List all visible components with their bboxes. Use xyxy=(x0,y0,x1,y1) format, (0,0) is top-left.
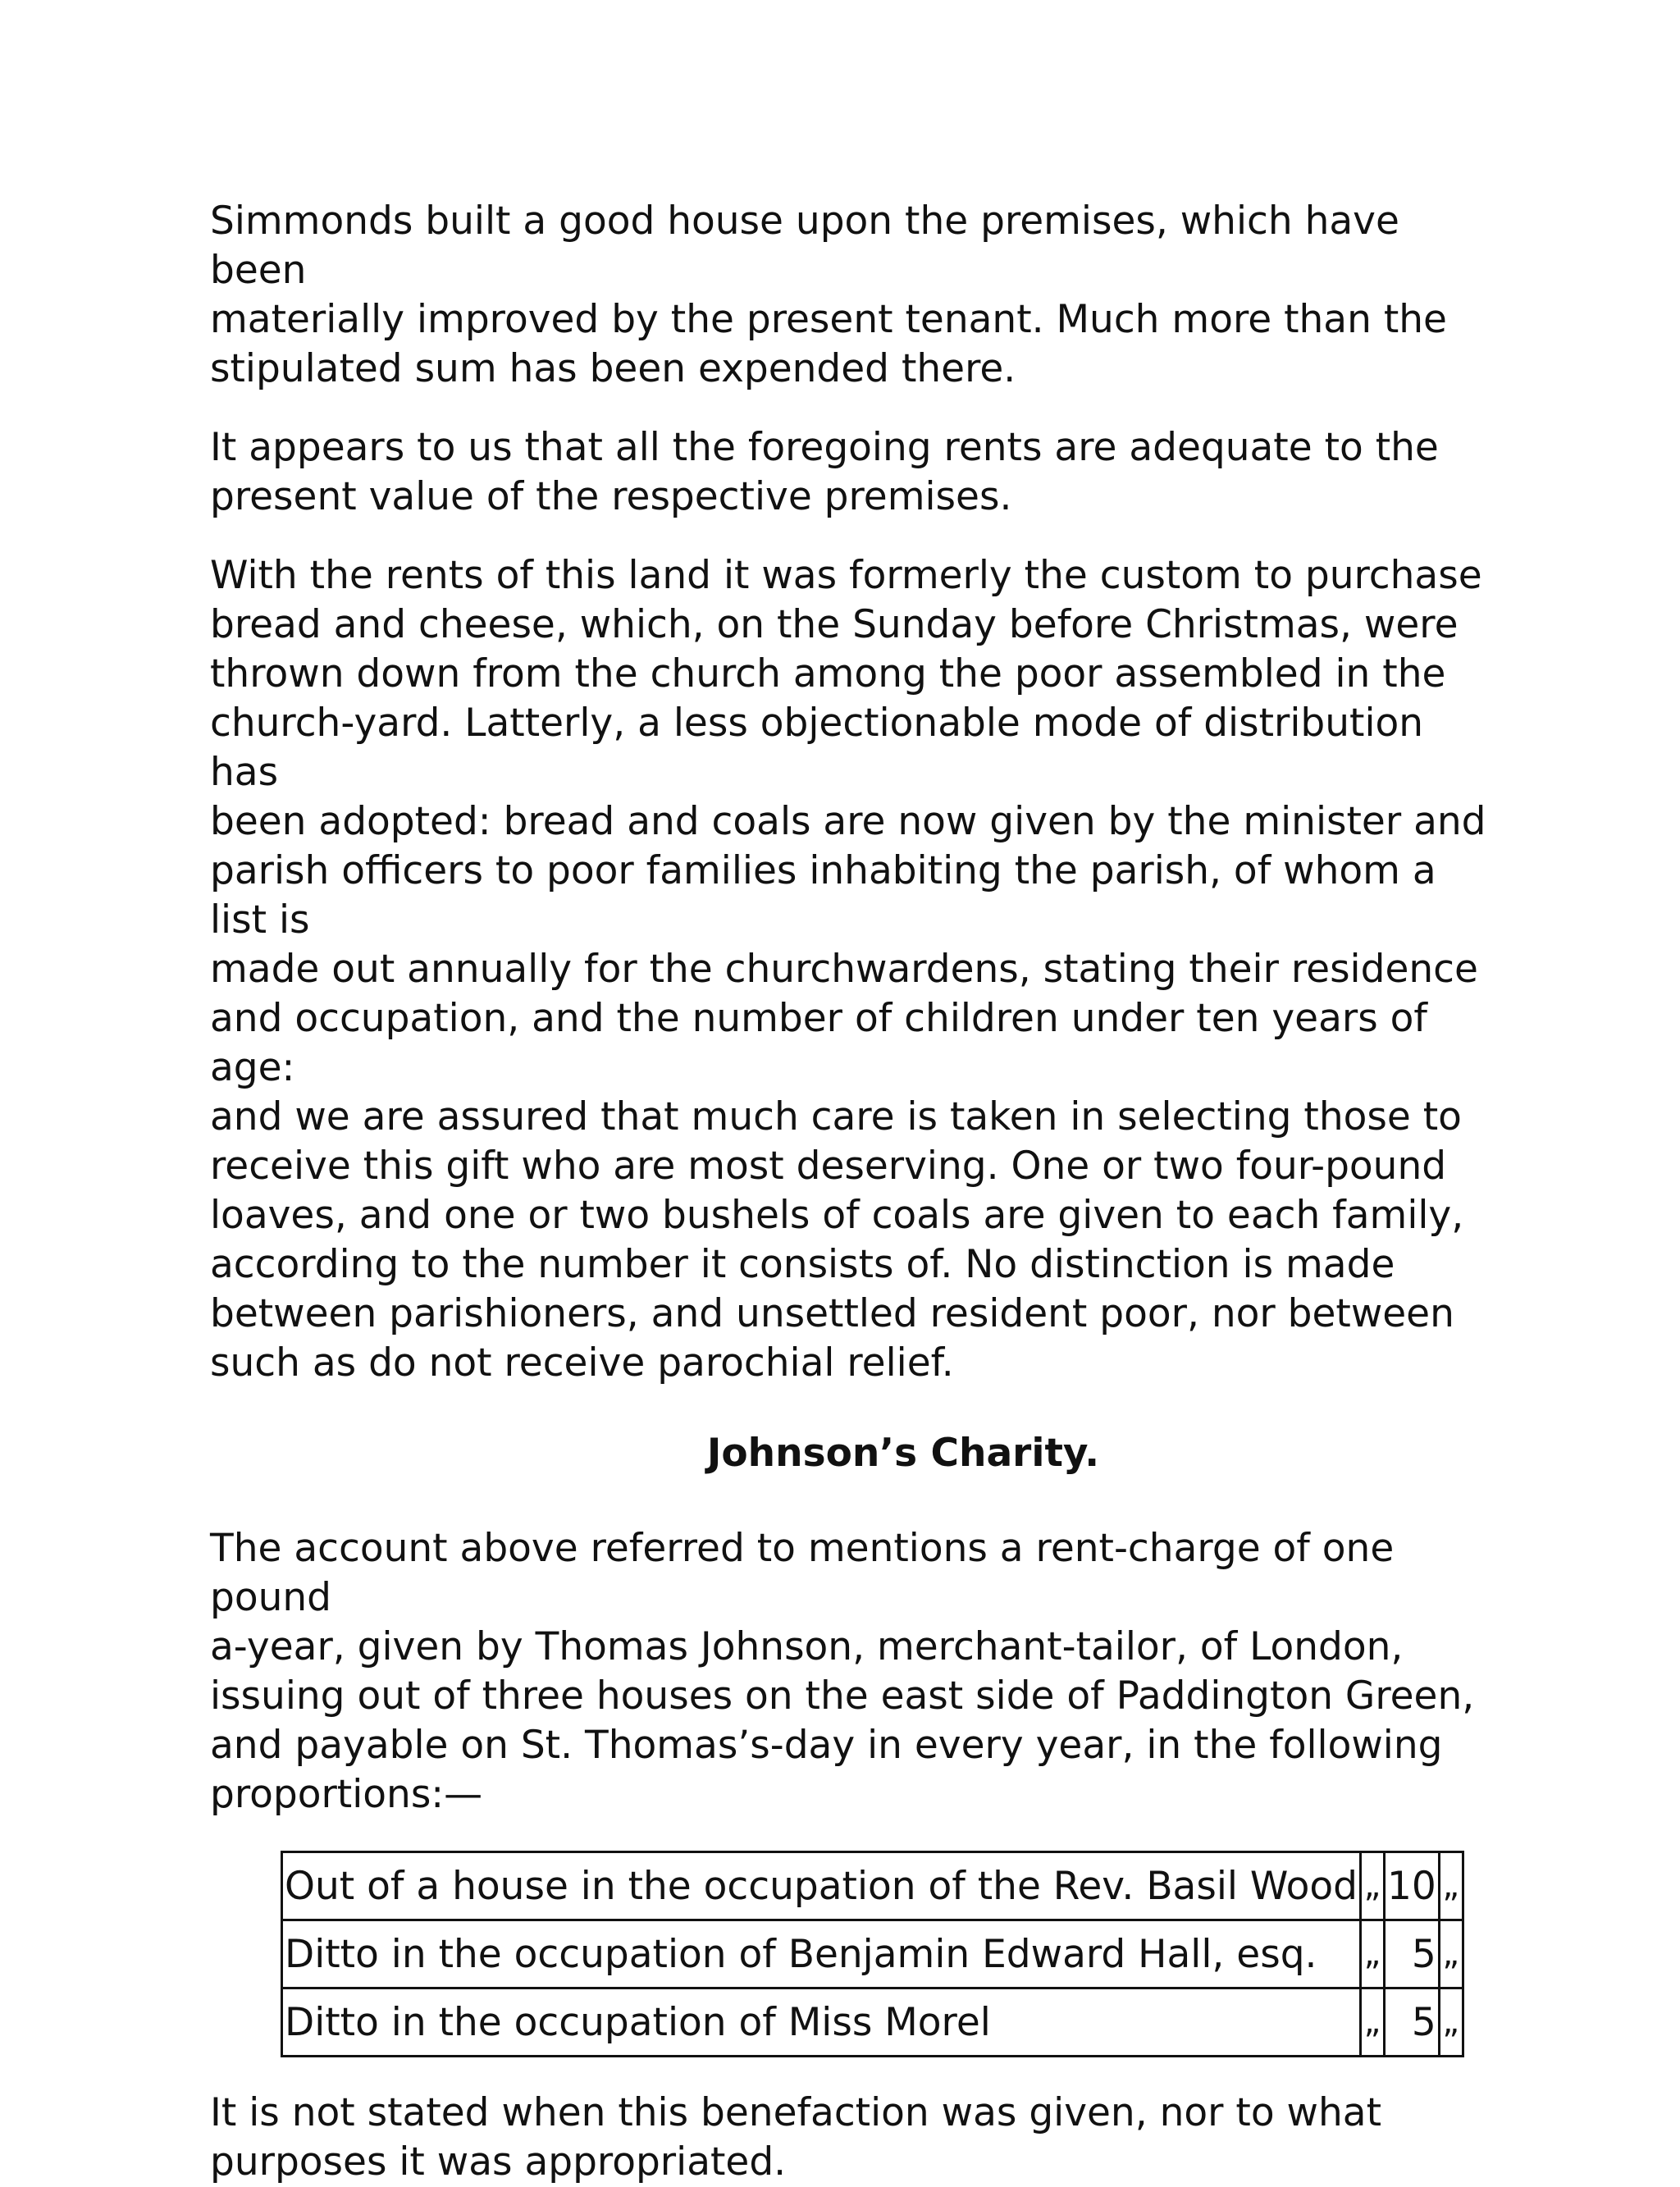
section-heading: Johnson’s Charity. xyxy=(706,1431,1100,1476)
paragraph-rents-adequate: It appears to us that all the foregoing rents are adequate to the present value of the respective premises. xyxy=(210,425,1439,519)
paragraph-gap xyxy=(210,522,1490,551)
heading-gap xyxy=(210,1478,1490,1524)
table-cell-pounds: „ xyxy=(1360,1988,1384,2057)
heading-gap xyxy=(210,1388,1490,1429)
table-row xyxy=(282,1852,1463,1920)
paragraph-benefaction: It is not stated when this benefaction was given, nor to what purposes it was appropriated. xyxy=(210,2090,1381,2185)
table-cell-description: Out of a house in the occupation of the Rev. Basil Wood xyxy=(282,1852,1361,1920)
table-cell-shillings: 10 xyxy=(1384,1852,1439,1920)
paragraph-gap xyxy=(210,394,1490,423)
document-page xyxy=(210,197,1490,2187)
table-cell-pence: „ xyxy=(1439,1988,1463,2057)
table-cell-pence: „ xyxy=(1439,1920,1463,1988)
table-cell-description: Ditto in the occupation of Benjamin Edward Hall, esq. xyxy=(282,1920,1361,1988)
table-row xyxy=(282,1920,1463,1988)
table-row xyxy=(282,1988,1463,2057)
paragraph-rent-charge: The account above referred to mentions a rent-charge of one pound a-year, given by Thomas Johnson, merchant-tailor, of London, issuing out of three houses on the east side of Paddington Green, and payable on St. Thomas’s-day in every year, in the following proportions:— xyxy=(210,1526,1475,1817)
table-cell-pence: „ xyxy=(1439,1852,1463,1920)
table-cell-description: Ditto in the occupation of Miss Morel xyxy=(282,1988,1361,2057)
table-cell-pounds: „ xyxy=(1360,1920,1384,1988)
table-gap xyxy=(210,2057,1490,2089)
table-cell-shillings: 5 xyxy=(1384,1920,1439,1988)
proportions-table xyxy=(281,1851,1464,2057)
paragraph-bread-and-cheese: With the rents of this land it was formerly the custom to purchase bread and cheese, which, on the Sunday before Christmas, were thrown down from the church among the poor assembled in the church-yard. Latterly, a less objectionable mode of distribution has been adopted: bread and coals are now given by the minister and parish officers to poor families inhabiting the parish, of whom a list is made out annually for the churchwardens, stating their residence and occupation, and the number of children under ten years of age: and we are assured that much care is taken in selecting those to receive this gift who are most deserving. One or two four-pound loaves, and one or two bushels of coals are given to each family, according to the number it consists of. No distinction is made between parishioners, and unsettled resident poor, nor between such as do not receive parochial relief. xyxy=(210,553,1486,1386)
table-cell-shillings: 5 xyxy=(1384,1988,1439,2057)
table-cell-pounds: „ xyxy=(1360,1852,1384,1920)
paragraph-simmonds: Simmonds built a good house upon the premises, which have been materially improved by the present tenant. Much more than the stipulated sum has been expended there. xyxy=(210,199,1447,391)
